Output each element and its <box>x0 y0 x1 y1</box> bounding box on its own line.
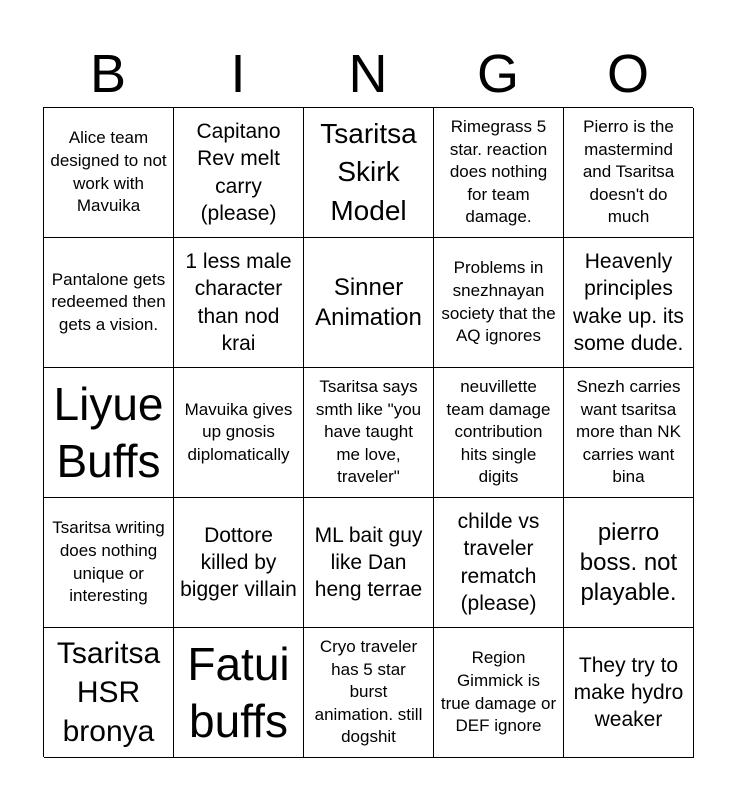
bingo-cell-text: Tsaritsa HSR bronya <box>56 637 161 748</box>
bingo-cell[interactable] <box>44 108 174 238</box>
bingo-cell-text: Cryo traveler has 5 star burst animation. still dogshit <box>314 636 423 747</box>
bingo-cell[interactable] <box>174 628 304 758</box>
bingo-cell[interactable] <box>174 238 304 368</box>
bingo-cell-text: Capitano Rev melt carry (please) <box>196 119 281 225</box>
bingo-cell[interactable] <box>304 498 434 628</box>
bingo-cell[interactable] <box>304 108 434 238</box>
bingo-cell-text: neuvillette team damage contribution hits single digits <box>446 376 551 487</box>
bingo-cell[interactable] <box>434 628 564 758</box>
bingo-cell[interactable] <box>564 498 694 628</box>
bingo-cell-text: They try to make hydro weaker <box>573 653 684 732</box>
bingo-cell-text: childe vs traveler rematch (please) <box>457 509 540 615</box>
bingo-cell[interactable] <box>174 498 304 628</box>
bingo-cell[interactable] <box>44 498 174 628</box>
bingo-cell-text: Dottore killed by bigger villain <box>180 523 297 602</box>
bingo-header <box>43 40 693 108</box>
bingo-cell[interactable] <box>174 108 304 238</box>
bingo-cell-text: 1 less male character than nod krai <box>185 249 292 355</box>
bingo-cell[interactable] <box>44 368 174 498</box>
bingo-board <box>43 107 693 757</box>
bingo-cell-text: Tsaritsa Skirk Model <box>320 117 417 226</box>
header-letter-g: G <box>476 44 519 104</box>
bingo-cell[interactable] <box>174 368 304 498</box>
bingo-cell-text: Alice team designed to not work with Mavuika <box>50 128 167 216</box>
bingo-cell-text: pierro boss. not playable. <box>579 518 678 606</box>
bingo-cell-text: Pantalone gets redeemed then gets a vision. <box>51 269 166 334</box>
bingo-cell-text: ML bait guy like Dan heng terrae <box>314 523 423 602</box>
bingo-cell[interactable] <box>434 238 564 368</box>
bingo-cell-text: Liyue Buffs <box>53 378 164 487</box>
bingo-cell[interactable] <box>564 108 694 238</box>
header-letter-o: O <box>606 44 649 104</box>
bingo-cell[interactable] <box>44 628 174 758</box>
bingo-cell-text: Fatui buffs <box>187 638 290 747</box>
bingo-cell-text: Sinner Animation <box>315 273 422 331</box>
bingo-cell[interactable] <box>434 498 564 628</box>
bingo-cell[interactable] <box>564 238 694 368</box>
bingo-cell[interactable] <box>564 368 694 498</box>
bingo-cell-text: Tsaritsa writing does nothing unique or interesting <box>52 518 165 606</box>
header-letter-b: B <box>89 44 127 104</box>
bingo-cell[interactable] <box>304 238 434 368</box>
bingo-cell-text: Tsaritsa says smth like "you have taught me love, traveler" <box>315 376 422 487</box>
bingo-cell-text: Pierro is the mastermind and Tsaritsa doesn't do much <box>582 116 675 227</box>
header-letter-n: N <box>348 44 388 104</box>
bingo-cell-text: Heavenly principles wake up. its some dude. <box>573 249 684 355</box>
bingo-cell[interactable] <box>304 368 434 498</box>
header-letter-i: I <box>230 44 246 104</box>
bingo-cell-text: Mavuika gives up gnosis diplomatically <box>184 399 293 464</box>
bingo-cell[interactable] <box>434 368 564 498</box>
bingo-cell-text: Rimegrass 5 star. reaction does nothing for team damage. <box>449 116 548 227</box>
bingo-cell[interactable] <box>44 238 174 368</box>
bingo-cell-text: Problems in snezhnayan society that the AQ ignores <box>441 258 556 346</box>
bingo-cell[interactable] <box>304 628 434 758</box>
bingo-cell-text: Region Gimmick is true damage or DEF ignore <box>440 648 557 736</box>
bingo-cell[interactable] <box>564 628 694 758</box>
bingo-cell[interactable] <box>434 108 564 238</box>
bingo-cell-text: Snezh carries want tsaritsa more than NK carries want bina <box>576 376 681 487</box>
